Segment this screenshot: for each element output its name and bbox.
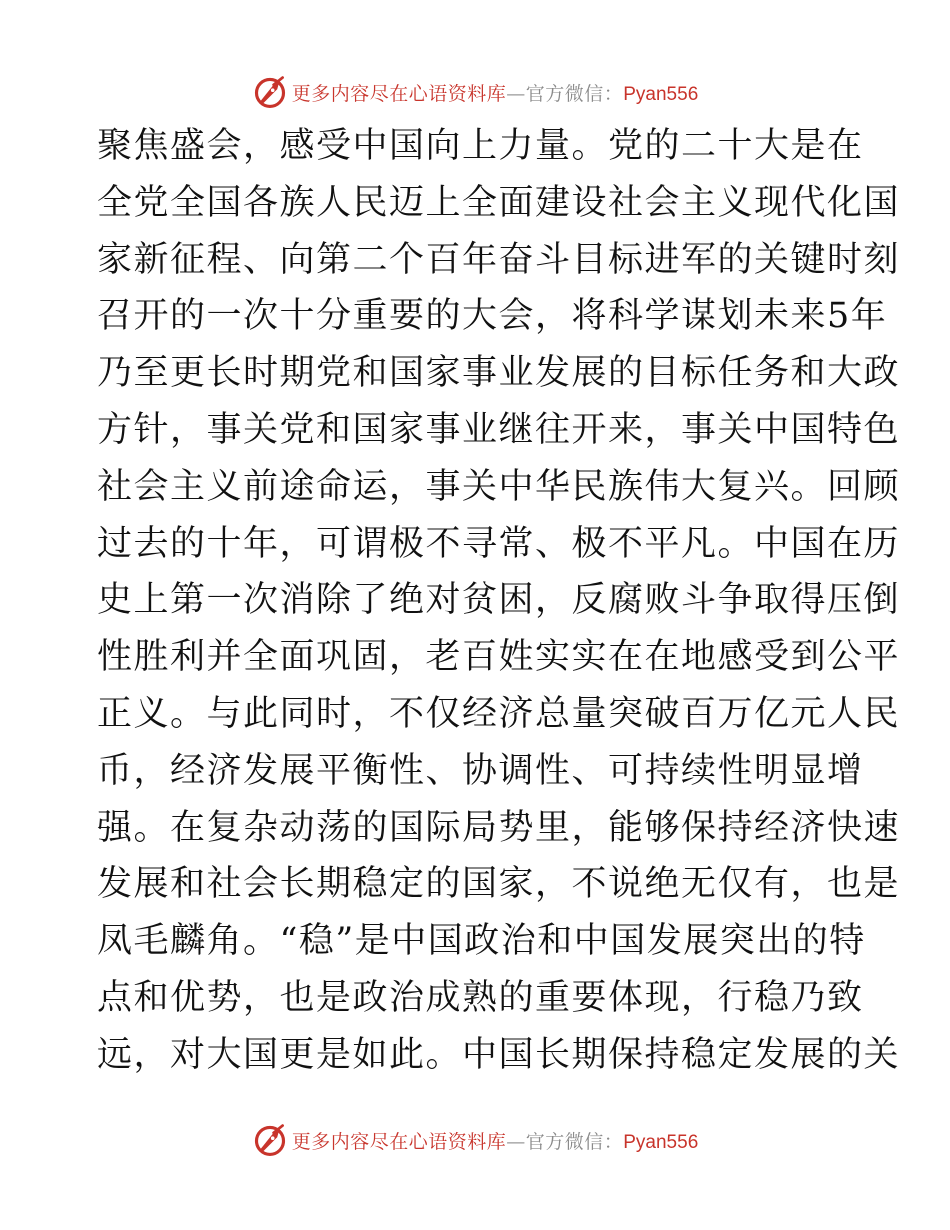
body-line: 过去的十年，可谓极不寻常、极不平凡。中国在历 (97, 523, 901, 564)
header-site-name: 更多内容尽在心语资料库 (291, 82, 507, 105)
body-line: 发展和社会长期稳定的国家，不说绝无仅有，也是 (97, 864, 901, 905)
header-banner (0, 72, 950, 112)
body-line: 正义。与此同时，不仅经济总量突破百万亿元人民 (97, 693, 901, 734)
body-line: 方针，事关党和国家事业继往开来，事关中国特色 (97, 409, 901, 450)
body-line: 聚焦盛会，感受中国向上力量。党的二十大是在 (97, 126, 864, 166)
footer-banner-text (292, 1127, 699, 1154)
body-line: 史上第一次消除了绝对贫困，反腐败斗争取得压倒 (97, 580, 901, 621)
body-line: 凤毛麟角。“稳”是中国政治和中国发展突出的特 (97, 921, 866, 962)
document-body (97, 118, 901, 1084)
body-line: 全党全国各族人民迈上全面建设社会主义现代化国 (97, 182, 901, 223)
body-line: 强。在复杂动荡的国际局势里，能够保持经济快速 (97, 807, 901, 848)
footer-wechat-id: Pyan556 (623, 1131, 699, 1153)
body-line: 召开的一次十分重要的大会，将科学谋划未来5年 (97, 296, 888, 337)
footer-site-name: 更多内容尽在心语资料库 (291, 1130, 507, 1153)
body-line: 远，对大国更是如此。中国长期保持稳定发展的关 (97, 1034, 901, 1075)
body-line: 家新征程、向第二个百年奋斗目标进军的关键时刻 (97, 239, 901, 280)
footer-wechat-label: 官方微信： (525, 1130, 624, 1153)
body-line: 币，经济发展平衡性、协调性、可持续性明显增 (97, 750, 864, 791)
header-separator: — (506, 82, 526, 105)
pen-nib-logo-icon (252, 74, 288, 110)
header-banner-text (292, 79, 699, 106)
body-line: 乃至更长时期党和国家事业发展的目标任务和大政 (97, 353, 901, 394)
header-wechat-id: Pyan556 (623, 83, 699, 105)
body-line: 点和优势，也是政治成熟的重要体现，行稳乃致 (97, 977, 864, 1018)
pen-nib-logo-icon (252, 1122, 288, 1158)
body-line: 社会主义前途命运，事关中华民族伟大复兴。回顾 (97, 466, 901, 507)
footer-separator: — (506, 1130, 526, 1153)
footer-banner (0, 1120, 950, 1160)
body-line: 性胜利并全面巩固，老百姓实实在在地感受到公平 (97, 637, 901, 678)
header-wechat-label: 官方微信： (525, 82, 624, 105)
